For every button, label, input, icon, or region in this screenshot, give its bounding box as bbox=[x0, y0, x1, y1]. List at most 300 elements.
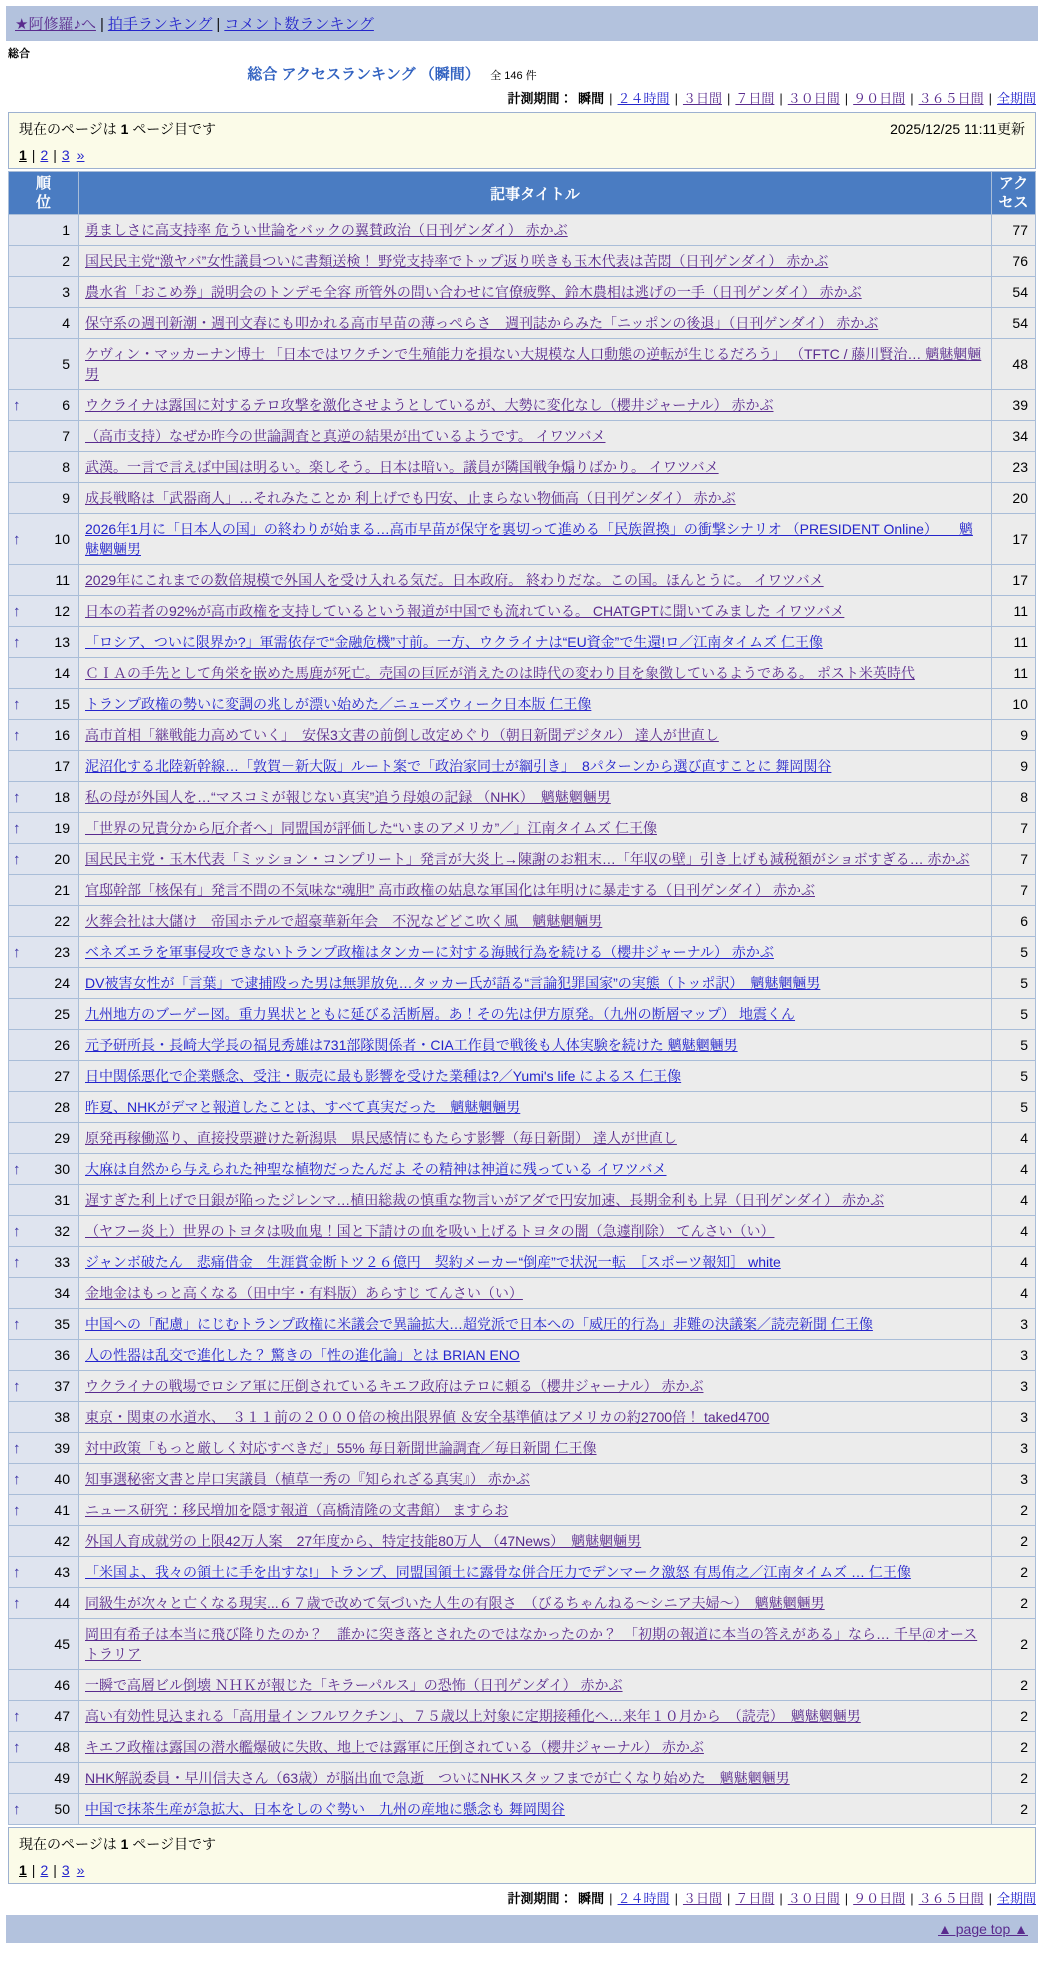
access-count: 11 bbox=[992, 627, 1036, 658]
article-link[interactable]: 成長戦略は「武器商人」…それみたことか 利上げでも円安、止まらない物価高（日刊ゲンダイ） 赤かぶ bbox=[85, 490, 736, 506]
title-cell bbox=[79, 1092, 992, 1123]
article-link[interactable]: ニュース研究：移民増加を隠す報道（高橋清隆の文書館） ますらお bbox=[85, 1502, 509, 1518]
article-link[interactable]: 原発再稼働巡り、直接投票避けた新潟県 県民感情にもたらす影響（毎日新聞） 達人が世直し bbox=[85, 1130, 677, 1146]
table-row bbox=[9, 1185, 1036, 1216]
article-link[interactable]: （ヤフー炎上）世界のトヨタは吸血鬼！国と下請けの血を吸い上げるトヨタの闇（急遽削除） てんさい（い） bbox=[85, 1223, 775, 1239]
article-link[interactable]: ジャンボ破たん 悲痛借金 生涯賞金断トツ２６億円 契約メーカー“倒産”で状況一転 ［スポーツ報知］ white bbox=[85, 1254, 781, 1270]
article-link[interactable]: ベネズエラを軍事侵攻できないトランプ政権はタンカーに対する海賊行為を続ける（櫻井ジャーナル） 赤かぶ bbox=[85, 944, 774, 960]
article-link[interactable]: 同級生が次々と亡くなる現実...６７歳で改めて気づいた人生の有限さ （びるちゃんねる～シニア夫婦～） 魑魅魍魎男 bbox=[85, 1595, 825, 1611]
article-link[interactable]: キエフ政権は露国の潜水艦爆破に失敗、地上では露軍に圧倒されている（櫻井ジャーナル） 赤かぶ bbox=[85, 1739, 704, 1755]
period-link[interactable]: ２４時間 bbox=[617, 1891, 670, 1906]
access-count: 4 bbox=[992, 1278, 1036, 1309]
title-cell bbox=[79, 1061, 992, 1092]
rank-cell bbox=[9, 246, 79, 277]
rank-up-icon: ↑ bbox=[13, 1253, 21, 1271]
article-link[interactable]: 2026年1月に「日本人の国」の終わりが始まる…高市早苗が保守を裏切って進める「民族置換」の衝撃シナリオ （PRESIDENT Online） 魑魅魍魎男 bbox=[85, 521, 973, 557]
rank-number: 43 bbox=[54, 1564, 70, 1580]
article-link[interactable]: 農水省「おこめ券」説明会のトンデモ全容 所管外の問い合わせに官僚疲弊、鈴木農相は逃げの一手（日刊ゲンダイ） 赤かぶ bbox=[85, 284, 862, 300]
rank-number: 15 bbox=[54, 696, 70, 712]
article-link[interactable]: 2029年にこれまでの数倍規模で外国人を受け入れる気だ。日本政府。 終わりだな。この国。ほんとうに。 イワツバメ bbox=[85, 572, 824, 588]
article-link[interactable]: 知事選秘密文書と岸口実議員（植草一秀の『知られざる真実』） 赤かぶ bbox=[85, 1471, 530, 1487]
article-link[interactable]: 九州地方のブーゲー図。重力異状とともに延びる活断層。あ！その先は伊方原発。（九州の断層マップ） 地震くん bbox=[85, 1006, 796, 1022]
title-cell bbox=[79, 937, 992, 968]
page bbox=[0, 6, 1044, 1977]
rank-cell bbox=[9, 339, 79, 390]
pagination-separator: | bbox=[53, 147, 57, 163]
rank-number: 13 bbox=[54, 634, 70, 650]
rank-cell bbox=[9, 751, 79, 782]
table-row bbox=[9, 1670, 1036, 1701]
access-count: 23 bbox=[992, 452, 1036, 483]
article-link[interactable]: 外国人育成就労の上限42万人案 27年度から、特定技能80万人 （47News） 魑魅魍魎男 bbox=[85, 1533, 642, 1549]
rank-number: 36 bbox=[54, 1347, 70, 1363]
rank-cell bbox=[9, 1588, 79, 1619]
access-count: 54 bbox=[992, 277, 1036, 308]
table-row bbox=[9, 720, 1036, 751]
article-link[interactable]: 「米国よ、我々の領土に手を出すな!」トランプ、同盟国領土に露骨な併合圧力でデンマーク激怒 有馬侑之／江南タイムズ … 仁王像 bbox=[85, 1564, 911, 1580]
rank-number: 38 bbox=[54, 1409, 70, 1425]
rank-cell bbox=[9, 782, 79, 813]
table-row bbox=[9, 1216, 1036, 1247]
period-link[interactable]: ３６５日間 bbox=[918, 91, 984, 106]
rank-number: 39 bbox=[54, 1440, 70, 1456]
rank-cell bbox=[9, 1670, 79, 1701]
article-link[interactable]: 金地金はもっと高くなる（田中宇・有料版）あらすじ てんさい（い） bbox=[85, 1285, 523, 1301]
pagination-separator: | bbox=[31, 1862, 36, 1878]
column-header-title: 記事タイトル bbox=[79, 172, 992, 215]
period-link[interactable]: ７日間 bbox=[735, 91, 775, 106]
article-link[interactable]: 武漢。一言で言えば中国は明るい。楽しそう。日本は暗い。議員が隣国戦争煽りばかり。 イワツバメ bbox=[85, 459, 719, 475]
rank-number: 2 bbox=[62, 253, 70, 269]
table-row bbox=[9, 1123, 1036, 1154]
article-link[interactable]: 日本の若者の92%が高市政権を支持しているという報道が中国でも流れている。 CHATGPTに聞いてみました イワツバメ bbox=[85, 603, 845, 619]
pagination-page-link[interactable]: 3 bbox=[61, 147, 70, 163]
article-link[interactable]: 東京・関東の水道水、 ３１１前の２０００倍の検出限界値 ＆安全基準値はアメリカの約2700倍！ taked4700 bbox=[85, 1409, 770, 1425]
ranking-table bbox=[8, 171, 1036, 1825]
page-top-link[interactable]: ▲ page top ▲ bbox=[938, 1921, 1028, 1937]
access-count: 17 bbox=[992, 565, 1036, 596]
article-link[interactable]: 対中政策「もっと厳しく対応すべきだ」55% 毎日新聞世論調査／毎日新聞 仁王像 bbox=[85, 1440, 597, 1456]
title-cell bbox=[79, 782, 992, 813]
title-cell bbox=[79, 421, 992, 452]
title-cell bbox=[79, 1154, 992, 1185]
rank-number: 24 bbox=[54, 975, 70, 991]
updated-timestamp: 2025/12/25 11:11更新 bbox=[890, 121, 1025, 137]
rank-cell bbox=[9, 390, 79, 421]
rank-number: 16 bbox=[54, 727, 70, 743]
period-link-list bbox=[604, 1891, 1036, 1906]
title-cell bbox=[79, 720, 992, 751]
title-cell bbox=[79, 596, 992, 627]
rank-cell bbox=[9, 483, 79, 514]
pagination-next-link[interactable]: » bbox=[76, 1862, 85, 1878]
rank-cell bbox=[9, 1763, 79, 1794]
article-link[interactable]: 火葬会社は大儲け 帝国ホテルで超豪華新年会 不況などどこ吹く風 魑魅魍魎男 bbox=[85, 913, 603, 929]
access-count: 2 bbox=[992, 1670, 1036, 1701]
rank-cell bbox=[9, 1092, 79, 1123]
rank-cell bbox=[9, 875, 79, 906]
period-separator: | bbox=[609, 91, 613, 106]
rank-cell bbox=[9, 1557, 79, 1588]
access-count: 3 bbox=[992, 1464, 1036, 1495]
rank-number: 41 bbox=[54, 1502, 70, 1518]
table-row bbox=[9, 1619, 1036, 1670]
period-separator: | bbox=[988, 1891, 992, 1906]
access-count: 4 bbox=[992, 1185, 1036, 1216]
period-link[interactable]: ７日間 bbox=[735, 1891, 775, 1906]
top-nav bbox=[6, 6, 1038, 41]
access-count: 11 bbox=[992, 658, 1036, 689]
access-count: 5 bbox=[992, 1092, 1036, 1123]
article-link[interactable]: 保守系の週刊新潮・週刊文春にも叩かれる高市早苗の薄っぺらさ 週刊誌からみた「ニッポンの後退」（日刊ゲンダイ） 赤かぶ bbox=[85, 315, 879, 331]
table-row bbox=[9, 689, 1036, 720]
rank-up-icon: ↑ bbox=[13, 1470, 21, 1488]
rank-number: 37 bbox=[54, 1378, 70, 1394]
access-count: 5 bbox=[992, 1030, 1036, 1061]
article-link[interactable]: 岡田有希子は本当に飛び降りたのか？ 誰かに突き落とされたのではなかったのか？ 「初期の報道に本当の答えがある」なら… 千早＠オーストラリア bbox=[85, 1626, 978, 1662]
article-link[interactable]: トランプ政権の勢いに変調の兆しが漂い始めた／ニューズウィーク日本版 仁王像 bbox=[85, 696, 592, 712]
table-row bbox=[9, 1763, 1036, 1794]
table-row bbox=[9, 627, 1036, 658]
access-count: 6 bbox=[992, 906, 1036, 937]
table-row bbox=[9, 1154, 1036, 1185]
rank-up-icon: ↑ bbox=[13, 943, 21, 961]
article-link[interactable]: 昨夏、NHKがデマと報道したことは、すべて真実だった 魑魅魍魎男 bbox=[85, 1099, 521, 1115]
rank-cell bbox=[9, 1154, 79, 1185]
title-cell bbox=[79, 1340, 992, 1371]
access-count: 4 bbox=[992, 1154, 1036, 1185]
page-title: 総合 アクセスランキング （瞬間） bbox=[247, 66, 480, 83]
table-row bbox=[9, 844, 1036, 875]
current-page-number: 1 bbox=[120, 1836, 129, 1852]
rank-number: 47 bbox=[54, 1708, 70, 1724]
rank-cell bbox=[9, 1464, 79, 1495]
period-separator: | bbox=[674, 91, 678, 106]
table-row bbox=[9, 658, 1036, 689]
access-count: 5 bbox=[992, 968, 1036, 999]
article-link[interactable]: ウクライナの戦場でロシア軍に圧倒されているキエフ政府はテロに頼る（櫻井ジャーナル） 赤かぶ bbox=[85, 1378, 704, 1394]
period-separator: | bbox=[988, 91, 992, 106]
rank-number: 7 bbox=[62, 428, 70, 444]
article-link[interactable]: （高市支持）なぜか昨今の世論調査と真逆の結果が出ているようです。 イワツバメ bbox=[85, 428, 606, 444]
period-link[interactable]: ３０日間 bbox=[787, 1891, 840, 1906]
rank-cell bbox=[9, 968, 79, 999]
table-row bbox=[9, 1402, 1036, 1433]
rank-up-icon: ↑ bbox=[13, 602, 21, 620]
title-cell bbox=[79, 215, 992, 246]
article-link[interactable]: 中国で抹茶生産が急拡大、日本をしのぐ勢い 九州の産地に懸念も 舞岡関谷 bbox=[85, 1801, 565, 1817]
title-line bbox=[0, 63, 1044, 84]
rank-cell bbox=[9, 658, 79, 689]
article-link[interactable]: 泥沼化する北陸新幹線…「敦賀－新大阪」ルート案で「政治家同士が綱引き」 8パターンから選び直すことに 舞岡関谷 bbox=[85, 758, 832, 774]
title-cell bbox=[79, 565, 992, 596]
title-cell bbox=[79, 1701, 992, 1732]
rank-number: 50 bbox=[54, 1801, 70, 1817]
article-link[interactable]: 勇ましさに高支持率 危うい世論をバックの翼賛政治（日刊ゲンダイ） 赤かぶ bbox=[85, 222, 568, 238]
rank-number: 1 bbox=[62, 222, 70, 238]
rank-up-icon: ↑ bbox=[13, 726, 21, 744]
rank-number: 48 bbox=[54, 1739, 70, 1755]
title-cell bbox=[79, 1185, 992, 1216]
access-count: 3 bbox=[992, 1433, 1036, 1464]
pagination-separator: | bbox=[31, 147, 36, 163]
rank-number: 9 bbox=[62, 490, 70, 506]
title-cell bbox=[79, 1371, 992, 1402]
title-cell bbox=[79, 1495, 992, 1526]
period-link-list bbox=[604, 91, 1036, 106]
access-count: 2 bbox=[992, 1495, 1036, 1526]
period-label: 計測期間： bbox=[507, 91, 573, 106]
title-cell bbox=[79, 689, 992, 720]
access-count: 8 bbox=[992, 782, 1036, 813]
genre-label: 総合 bbox=[8, 48, 30, 60]
table-row bbox=[9, 339, 1036, 390]
table-row bbox=[9, 1433, 1036, 1464]
nav-link-comment-ranking[interactable]: コメント数ランキング bbox=[224, 16, 374, 33]
article-link[interactable]: ウクライナは露国に対するテロ攻撃を激化させようとしているが、大勢に変化なし（櫻井ジャーナル） 赤かぶ bbox=[85, 397, 774, 413]
access-count: 3 bbox=[992, 1371, 1036, 1402]
access-count: 5 bbox=[992, 1061, 1036, 1092]
rank-number: 22 bbox=[54, 913, 70, 929]
current-page-text: 現在のページは 1 ページ目です bbox=[19, 121, 217, 137]
period-link[interactable]: ３０日間 bbox=[787, 91, 840, 106]
rank-cell bbox=[9, 689, 79, 720]
rank-cell bbox=[9, 1495, 79, 1526]
access-count: 34 bbox=[992, 421, 1036, 452]
rank-cell bbox=[9, 1030, 79, 1061]
access-count: 4 bbox=[992, 1247, 1036, 1278]
nav-separator: | bbox=[216, 16, 221, 33]
period-link[interactable]: ３６５日間 bbox=[918, 1891, 984, 1906]
table-row bbox=[9, 246, 1036, 277]
access-count: 3 bbox=[992, 1402, 1036, 1433]
table-row bbox=[9, 1247, 1036, 1278]
rank-number: 46 bbox=[54, 1677, 70, 1693]
nav-link-asyura-home[interactable]: ★阿修羅♪へ bbox=[15, 16, 96, 33]
access-count: 5 bbox=[992, 937, 1036, 968]
table-row bbox=[9, 308, 1036, 339]
rank-cell bbox=[9, 308, 79, 339]
period-separator: | bbox=[674, 1891, 678, 1906]
access-count: 7 bbox=[992, 844, 1036, 875]
article-link[interactable]: NHK解説委員・早川信夫さん（63歳）が脳出血で急逝 ついにNHKスタッフまでが亡くなり始めた 魑魅魍魎男 bbox=[85, 1770, 790, 1786]
rank-cell bbox=[9, 813, 79, 844]
table-row bbox=[9, 596, 1036, 627]
period-separator: | bbox=[726, 1891, 731, 1906]
rank-up-icon: ↑ bbox=[13, 788, 21, 806]
access-count: 2 bbox=[992, 1619, 1036, 1670]
article-link[interactable]: 「世界の兄貴分から厄介者へ」同盟国が評価した“いまのアメリカ”／」江南タイムズ 仁王像 bbox=[85, 820, 657, 836]
title-cell bbox=[79, 968, 992, 999]
period-separator: | bbox=[779, 1891, 783, 1906]
table-row bbox=[9, 906, 1036, 937]
article-link[interactable]: ＣＩＡの手先として角栄を嵌めた馬鹿が死亡。売国の巨匠が消えたのは時代の変わり目を象徴しているようである。 ポスト米英時代 bbox=[85, 665, 915, 681]
access-count: 17 bbox=[992, 514, 1036, 565]
title-cell bbox=[79, 1123, 992, 1154]
table-row bbox=[9, 1526, 1036, 1557]
rank-cell bbox=[9, 1701, 79, 1732]
table-row bbox=[9, 215, 1036, 246]
access-count: 2 bbox=[992, 1732, 1036, 1763]
rank-cell bbox=[9, 1732, 79, 1763]
title-cell bbox=[79, 1247, 992, 1278]
article-link[interactable]: 中国への「配慮」にじむトランプ政権に米議会で異論拡大…超党派で日本への「威圧的行為」非難の決議案／読売新聞 仁王像 bbox=[85, 1316, 873, 1332]
access-count: 5 bbox=[992, 999, 1036, 1030]
access-count: 54 bbox=[992, 308, 1036, 339]
title-cell bbox=[79, 1402, 992, 1433]
table-row bbox=[9, 937, 1036, 968]
rank-up-icon: ↑ bbox=[13, 1160, 21, 1178]
table-row bbox=[9, 390, 1036, 421]
pagination-page-link[interactable]: 2 bbox=[40, 1862, 49, 1878]
article-link[interactable]: 日中関係悪化で企業懸念、受注・販売に最も影響を受けた業種は?／Yumi's life によるス 仁王像 bbox=[85, 1068, 682, 1084]
nav-link-hakushu-ranking[interactable]: 拍手ランキング bbox=[107, 16, 213, 33]
rank-number: 40 bbox=[54, 1471, 70, 1487]
period-separator: | bbox=[844, 91, 849, 106]
title-cell bbox=[79, 1670, 992, 1701]
title-cell bbox=[79, 483, 992, 514]
access-count: 7 bbox=[992, 875, 1036, 906]
table-row bbox=[9, 968, 1036, 999]
rank-up-icon: ↑ bbox=[13, 1222, 21, 1240]
title-cell bbox=[79, 1216, 992, 1247]
rank-cell bbox=[9, 1619, 79, 1670]
pagination-current-page: 1 bbox=[19, 147, 27, 163]
title-cell bbox=[79, 277, 992, 308]
period-links-bottom bbox=[0, 1888, 1036, 1907]
period-link[interactable]: ３日間 bbox=[682, 1891, 722, 1906]
table-row bbox=[9, 565, 1036, 596]
current-page-number: 1 bbox=[120, 121, 129, 137]
period-link[interactable]: ９０日間 bbox=[853, 91, 906, 106]
rank-number: 27 bbox=[54, 1068, 70, 1084]
rank-cell bbox=[9, 1526, 79, 1557]
title-cell bbox=[79, 658, 992, 689]
title-cell bbox=[79, 1464, 992, 1495]
period-separator: | bbox=[609, 1891, 613, 1906]
rank-number: 35 bbox=[54, 1316, 70, 1332]
rank-cell bbox=[9, 1433, 79, 1464]
rank-number: 19 bbox=[54, 820, 70, 836]
nav-separator: | bbox=[99, 16, 104, 33]
period-current: 瞬間 bbox=[578, 91, 605, 106]
rank-number: 21 bbox=[54, 882, 70, 898]
rank-up-icon: ↑ bbox=[13, 1315, 21, 1333]
period-separator: | bbox=[779, 91, 783, 106]
title-cell bbox=[79, 514, 992, 565]
rank-cell bbox=[9, 514, 79, 565]
access-count: 39 bbox=[992, 390, 1036, 421]
access-count: 2 bbox=[992, 1763, 1036, 1794]
rank-cell bbox=[9, 1371, 79, 1402]
table-row bbox=[9, 452, 1036, 483]
access-count: 3 bbox=[992, 1340, 1036, 1371]
article-link[interactable]: 高市首相「継戦能力高めていく」 安保3文書の前倒し改定めぐり（朝日新聞デジタル） 達人が世直し bbox=[85, 727, 719, 743]
table-row bbox=[9, 875, 1036, 906]
period-separator: | bbox=[726, 91, 731, 106]
period-link[interactable]: ２４時間 bbox=[617, 91, 670, 106]
period-label: 計測期間： bbox=[507, 1891, 573, 1906]
article-link[interactable]: 「ロシア、ついに限界か?」軍需依存で“金融危機”寸前。一方、ウクライナは“EU資金”で生還!ロ／江南タイムズ 仁王像 bbox=[85, 634, 823, 650]
rank-number: 45 bbox=[54, 1636, 70, 1652]
rank-cell bbox=[9, 1216, 79, 1247]
rank-up-icon: ↑ bbox=[13, 819, 21, 837]
rank-cell bbox=[9, 1278, 79, 1309]
pagination-next-link[interactable]: » bbox=[76, 147, 85, 163]
rank-cell bbox=[9, 1340, 79, 1371]
article-link[interactable]: 国民民主党・玉木代表「ミッション・コンプリート」発言が大炎上→陳謝のお粗末…「年収の壁」引き上げも減税額がショボすぎる… 赤かぶ bbox=[85, 851, 970, 867]
rank-number: 3 bbox=[62, 284, 70, 300]
title-cell bbox=[79, 627, 992, 658]
rank-cell bbox=[9, 215, 79, 246]
period-link[interactable]: ３日間 bbox=[682, 91, 722, 106]
title-cell bbox=[79, 1278, 992, 1309]
access-count: 2 bbox=[992, 1794, 1036, 1825]
page-info-box-top bbox=[8, 112, 1036, 169]
pagination-separator: | bbox=[53, 1862, 57, 1878]
period-link[interactable]: 全期間 bbox=[996, 91, 1036, 106]
table-row bbox=[9, 1464, 1036, 1495]
pagination-page-link[interactable]: 2 bbox=[40, 147, 49, 163]
title-cell bbox=[79, 339, 992, 390]
column-header-access: アクセス bbox=[992, 172, 1036, 215]
rank-number: 23 bbox=[54, 944, 70, 960]
article-link[interactable]: 遅すぎた利上げで日銀が陥ったジレンマ…植田総裁の慎重な物言いがアダで円安加速、長期金利も上昇（日刊ゲンダイ） 赤かぶ bbox=[85, 1192, 885, 1208]
access-count: 2 bbox=[992, 1557, 1036, 1588]
article-link[interactable]: 官邸幹部「核保有」発言不問の不気味な“魂胆” 高市政権の姑息な軍国化は年明けに暴走する（日刊ゲンダイ） 赤かぶ bbox=[85, 882, 815, 898]
rank-up-icon: ↑ bbox=[13, 396, 21, 414]
article-link[interactable]: 一瞬で高層ビル倒壊 ＮＨＫが報じた「キラーパルス」の恐怖（日刊ゲンダイ） 赤かぶ bbox=[85, 1677, 623, 1693]
article-link[interactable]: ケヴィン・マッカーナン博士 「日本ではワクチンで生殖能力を損ない大規模な人口動態の逆転が生じるだろう」 （TFTC / 藤川賢治… 魑魅魍魎男 bbox=[85, 346, 982, 382]
article-link[interactable]: 国民民主党“激ヤバ”女性議員ついに書類送検！ 野党支持率でトップ返り咲きも玉木代表は苦悶（日刊ゲンダイ） 赤かぶ bbox=[85, 253, 829, 269]
article-link[interactable]: 高い有効性見込まれる「高用量インフルワクチン」、７５歳以上対象に定期接種化へ…来年１０月から （読売） 魑魅魍魎男 bbox=[85, 1708, 861, 1724]
period-link[interactable]: 全期間 bbox=[996, 1891, 1036, 1906]
total-count: 全 146 件 bbox=[490, 70, 537, 82]
rank-number: 42 bbox=[54, 1533, 70, 1549]
access-count: 10 bbox=[992, 689, 1036, 720]
article-link[interactable]: 私の母が外国人を…“マスコミが報じない真実”追う母娘の記録 （NHK） 魑魅魍魎男 bbox=[85, 789, 611, 805]
period-link[interactable]: ９０日間 bbox=[853, 1891, 906, 1906]
article-link[interactable]: 元予研所長・長崎大学長の福見秀雄は731部隊関係者・CIA工作員で戦後も人体実験を続けた 魑魅魍魎男 bbox=[85, 1037, 738, 1053]
period-links-top bbox=[0, 88, 1036, 107]
period-current: 瞬間 bbox=[578, 1891, 605, 1906]
table-row bbox=[9, 1061, 1036, 1092]
current-page-text: 現在のページは 1 ページ目です bbox=[19, 1836, 217, 1852]
rank-up-icon: ↑ bbox=[13, 1377, 21, 1395]
title-cell bbox=[79, 1763, 992, 1794]
title-cell bbox=[79, 1030, 992, 1061]
article-link[interactable]: 人の性器は乱交で進化した？ 驚きの「性の進化論」とは BRIAN ENO bbox=[85, 1347, 520, 1363]
column-header-rank: 順位 bbox=[9, 172, 79, 215]
access-count: 9 bbox=[992, 720, 1036, 751]
pagination-current-page: 1 bbox=[19, 1862, 27, 1878]
rank-cell bbox=[9, 277, 79, 308]
table-row bbox=[9, 483, 1036, 514]
rank-number: 31 bbox=[54, 1192, 70, 1208]
article-link[interactable]: 大麻は自然から与えられた神聖な植物だったんだよ その精神は神道に残っている イワツバメ bbox=[85, 1161, 667, 1177]
article-link[interactable]: DV被害女性が「言葉」で逮捕殴った男は無罪放免…タッカー氏が語る“言論犯罪国家”の実態（トッポ訳） 魑魅魍魎男 bbox=[85, 975, 821, 991]
table-row bbox=[9, 751, 1036, 782]
table-header bbox=[9, 172, 1036, 215]
rank-number: 10 bbox=[54, 531, 70, 547]
page-info-box-bottom bbox=[8, 1827, 1036, 1884]
title-cell bbox=[79, 1309, 992, 1340]
rank-up-icon: ↑ bbox=[13, 1707, 21, 1725]
pagination-page-link[interactable]: 3 bbox=[61, 1862, 70, 1878]
title-cell bbox=[79, 308, 992, 339]
table-row bbox=[9, 1557, 1036, 1588]
rank-cell bbox=[9, 1794, 79, 1825]
